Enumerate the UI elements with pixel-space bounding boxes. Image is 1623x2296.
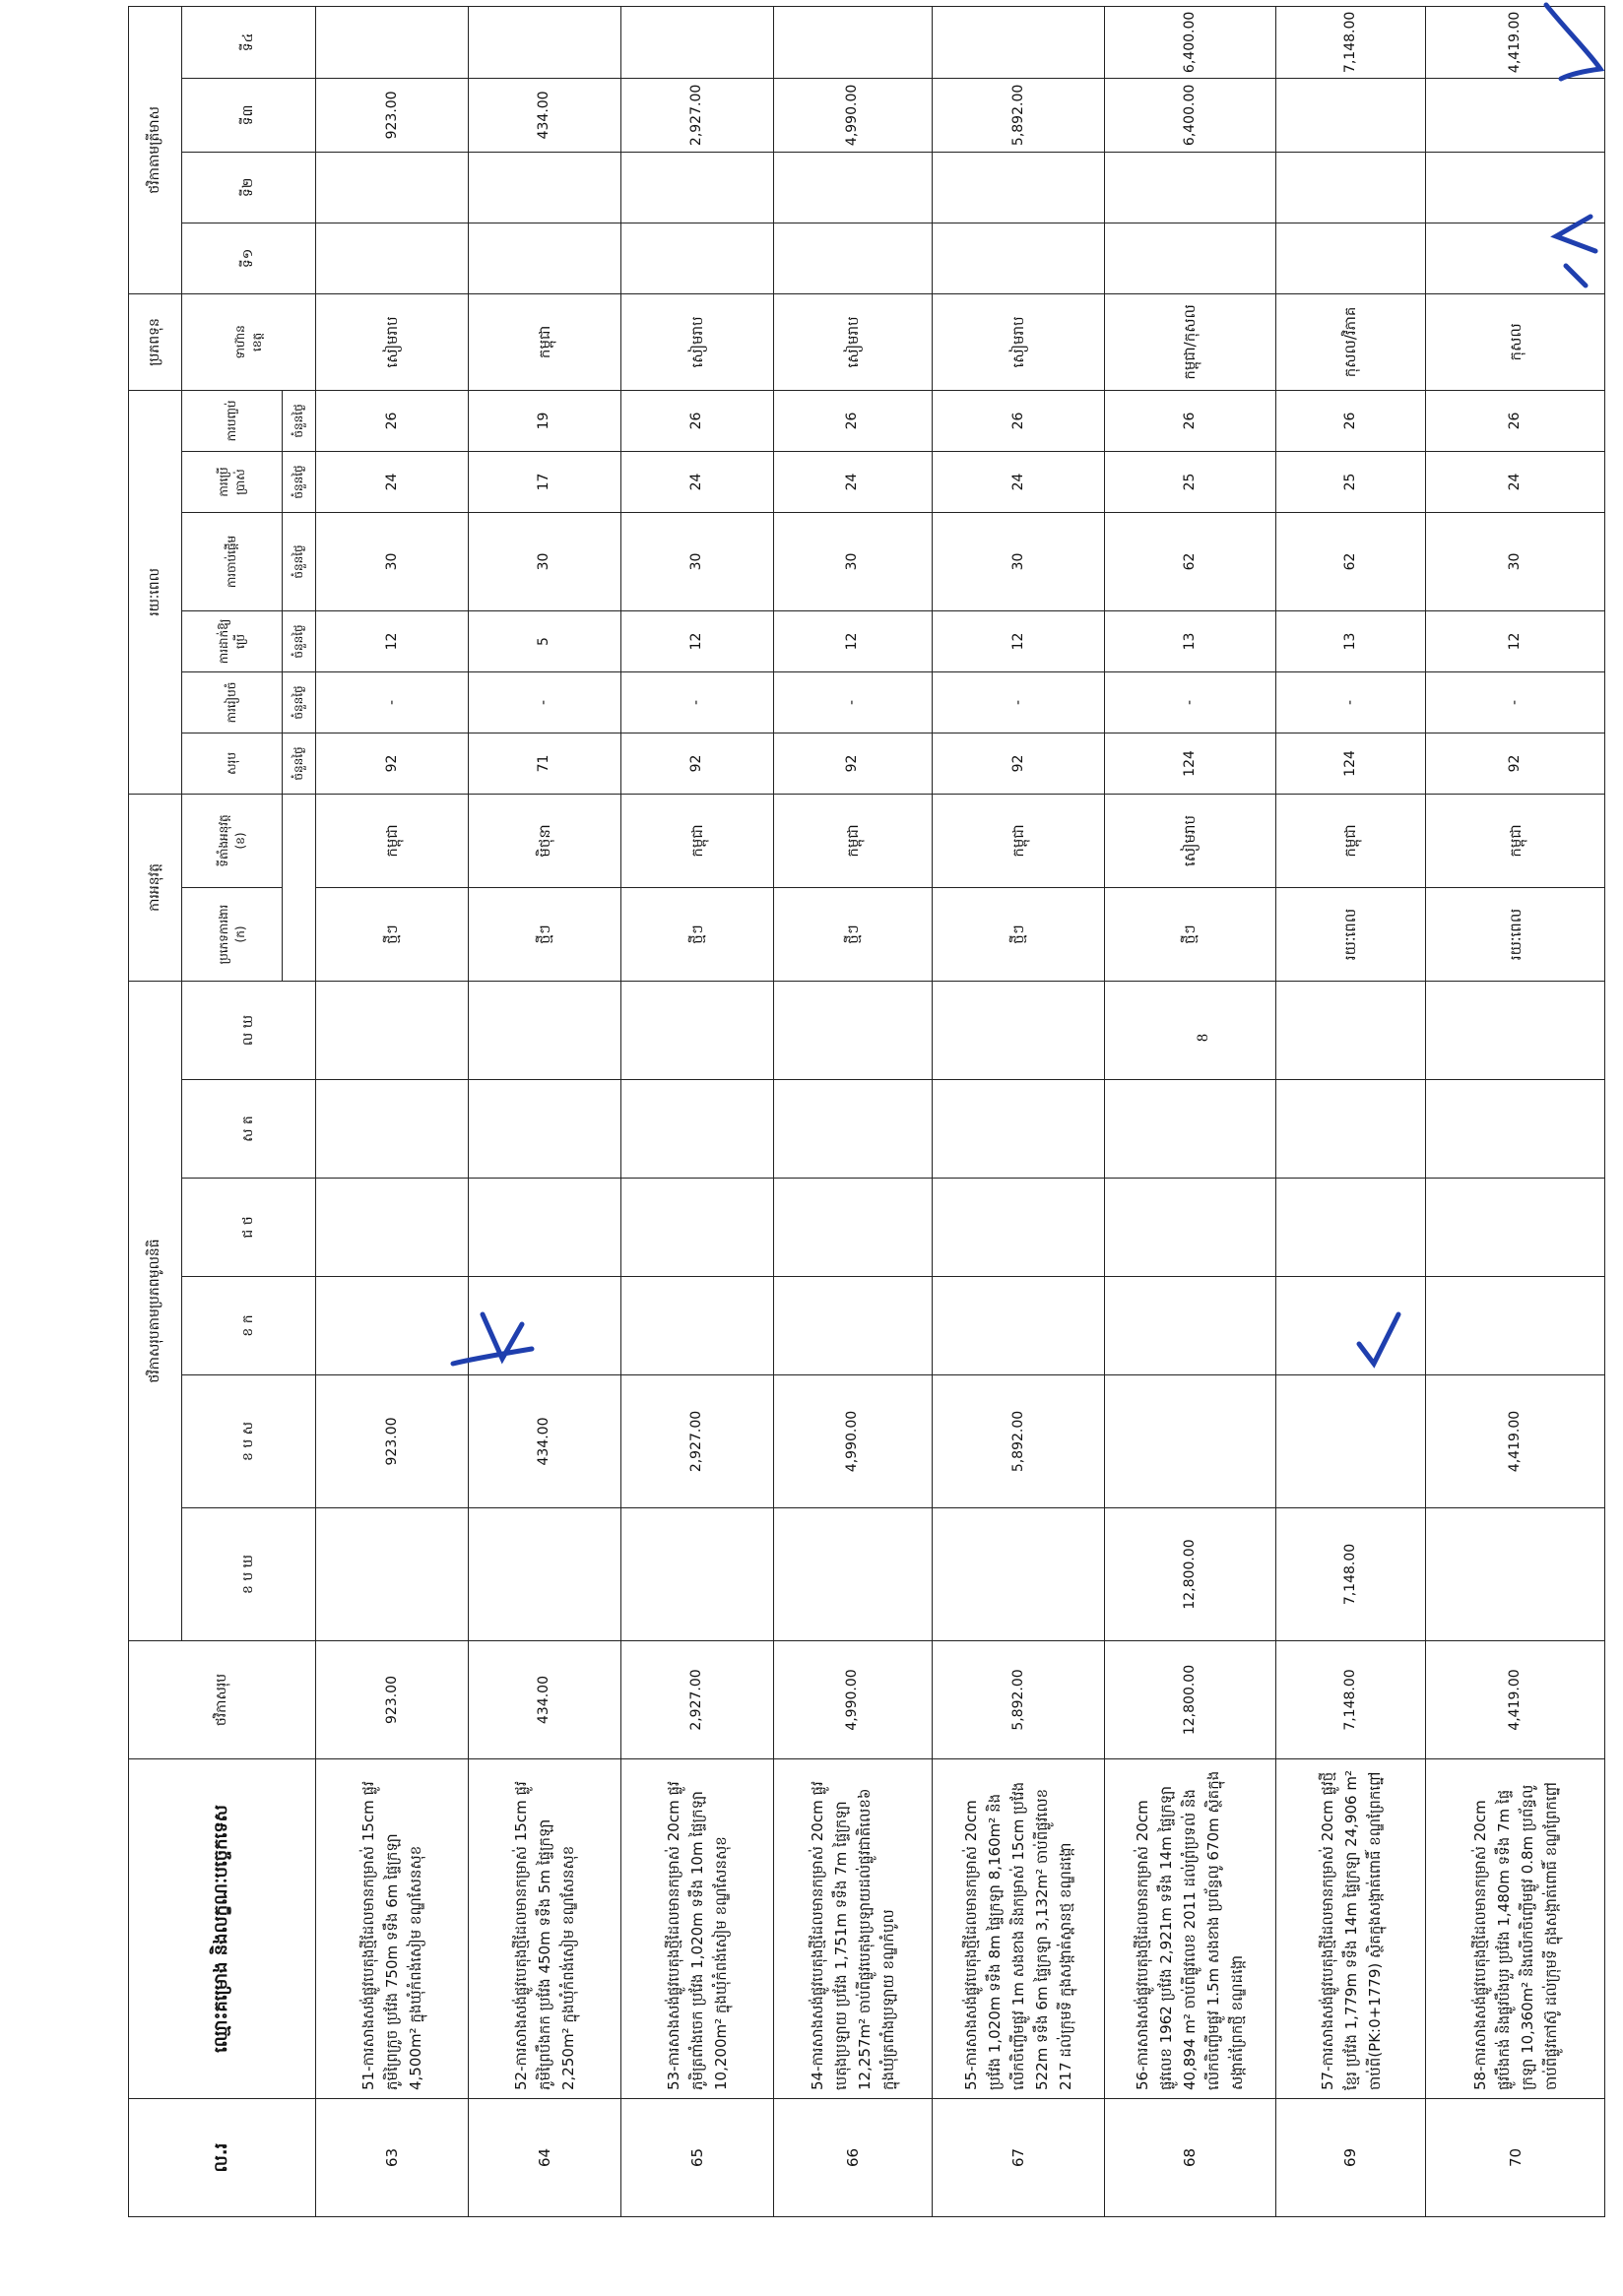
row-budget-4 bbox=[1426, 1179, 1605, 1277]
row-budget-4 bbox=[620, 1179, 773, 1277]
row-q1 bbox=[1105, 223, 1275, 293]
header-period-col-5: ការប្រើប្រាស់ bbox=[182, 451, 283, 512]
row-source: កុសល/វិភាគ bbox=[1275, 293, 1426, 390]
row-budget-3 bbox=[932, 1277, 1104, 1375]
header-source-label: ទាហ៊ាន bbox=[233, 325, 248, 359]
row-period-1: 92 bbox=[316, 733, 469, 794]
row-period-1: 124 bbox=[1105, 733, 1275, 794]
row-source: កុសល bbox=[1426, 293, 1605, 390]
row-budget-4 bbox=[932, 1179, 1104, 1277]
row-period-6: 26 bbox=[1105, 390, 1275, 451]
page-number: 8 bbox=[1195, 1034, 1211, 1042]
rotated-document-page bbox=[128, 11, 1605, 2217]
row-total: 434.00 bbox=[468, 1641, 620, 1759]
table-row bbox=[468, 6, 620, 2216]
row-budget-1 bbox=[468, 1508, 620, 1641]
row-period-5: 25 bbox=[1275, 451, 1426, 512]
row-budget-1 bbox=[932, 1508, 1104, 1641]
row-no: 63 bbox=[316, 2099, 469, 2217]
row-budget-6 bbox=[468, 981, 620, 1079]
row-impl-place: មិថុនា bbox=[468, 794, 620, 887]
row-period-2: - bbox=[932, 671, 1104, 733]
row-period-3: 12 bbox=[932, 610, 1104, 671]
row-total: 7,148.00 bbox=[1275, 1641, 1426, 1759]
table-row bbox=[932, 6, 1104, 2216]
row-budget-2: 5,892.00 bbox=[932, 1375, 1104, 1508]
row-budget-1: 7,148.00 bbox=[1275, 1508, 1426, 1641]
row-impl-place: សៀមរាប bbox=[1105, 794, 1275, 887]
row-budget-1 bbox=[1426, 1508, 1605, 1641]
pen-mark-top bbox=[1536, 0, 1615, 89]
row-budget-2: 4,419.00 bbox=[1426, 1375, 1605, 1508]
row-period-6: 26 bbox=[932, 390, 1104, 451]
row-period-2: - bbox=[620, 671, 773, 733]
row-desc: 54-ការសាងសង់ផ្លូវបេតុងថ្មីដែលមានកម្រាស់ 20cm ផ្លូវបេតុងប្រឡាយ ប្រវែង 1,751m ទទឹង 7m ផ្ទៃក្រឡា 12,257m² ចាប់ពីផ្លូវបេតុងប្រឡាយដល់ផ្លូវជាតិលេខ៦ ក្នុងឃុំត្រពាំងប្រឡាយ ខណ្ឌកំបូល bbox=[773, 1759, 932, 2099]
row-budget-6 bbox=[932, 981, 1104, 1079]
row-period-1: 124 bbox=[1275, 733, 1426, 794]
header-period-unit-5: ចំនួនថ្ងៃ bbox=[283, 451, 316, 512]
row-period-5: 25 bbox=[1105, 451, 1275, 512]
row-budget-4 bbox=[1275, 1179, 1426, 1277]
header-period-col-4: ការចាប់ផ្តើម bbox=[182, 512, 283, 610]
row-impl-place: កម្ពុជា bbox=[1426, 794, 1605, 887]
row-period-4: 62 bbox=[1275, 512, 1426, 610]
row-period-4: 30 bbox=[468, 512, 620, 610]
header-quarter-2: ទី២ bbox=[182, 152, 316, 223]
header-period-col-3: ការដាក់ឱ្យប្រើ bbox=[182, 610, 283, 671]
row-q2 bbox=[468, 152, 620, 223]
header-impl-type-label: ប្រភេទការងារ bbox=[217, 904, 231, 965]
row-q2 bbox=[316, 152, 469, 223]
row-impl-type: ថ្មីៗ bbox=[620, 887, 773, 981]
row-budget-2: 4,990.00 bbox=[773, 1375, 932, 1508]
row-period-4: 30 bbox=[316, 512, 469, 610]
row-budget-6 bbox=[1426, 981, 1605, 1079]
row-period-2: - bbox=[316, 671, 469, 733]
row-impl-type: រយៈពេល bbox=[1275, 887, 1426, 981]
row-q3: 434.00 bbox=[468, 78, 620, 152]
table-row bbox=[620, 6, 773, 2216]
header-impl-group: ការអនុវត្ត bbox=[129, 794, 182, 981]
row-period-4: 30 bbox=[620, 512, 773, 610]
row-impl-place: កម្ពុជា bbox=[1275, 794, 1426, 887]
row-impl-type: ថ្មីៗ bbox=[932, 887, 1104, 981]
row-budget-4 bbox=[468, 1179, 620, 1277]
header-no: ល.រ bbox=[129, 2099, 316, 2217]
row-desc: 55-ការសាងសង់ផ្លូវបេតុងថ្មីដែលមានកម្រាស់ 20cm ប្រវែង 1,020m ទទឹង 8m ផ្ទៃក្រឡា 8,160m² និងលើកចិញ្ចើមផ្លូវ 1m សងខាង និងកម្រាស់ 15cm ប្រវែង 522m ទទឹង 6m ផ្ទៃក្រឡា 3,132m² ចាប់ពីផ្លូវលេខ 217 ដល់ក្រុមទី ក្នុងសង្កាត់ស្ពានថ្ម ខណ្ឌដង្កោ bbox=[932, 1759, 1104, 2099]
row-budget-1 bbox=[620, 1508, 773, 1641]
header-budget-col-5: ស ត bbox=[182, 1080, 316, 1179]
row-q3 bbox=[1426, 78, 1605, 152]
row-budget-2 bbox=[1105, 1375, 1275, 1508]
row-q1 bbox=[773, 223, 932, 293]
row-budget-5 bbox=[620, 1080, 773, 1179]
header-period-unit-1: ចំនួនថ្ងៃ bbox=[283, 733, 316, 794]
row-no: 64 bbox=[468, 2099, 620, 2217]
header-period-col-6: ការបញ្ចប់ bbox=[182, 390, 283, 451]
row-period-5: 17 bbox=[468, 451, 620, 512]
row-desc: 57-ការសាងសង់ផ្លូវបេតុងថ្មីដែលមានកម្រាស់ 20cm ផ្លូវថ្មីខ្មែរ ប្រវែង 1,779m ទទឹង 14m ផ្ទៃក្រឡា 24,906 m² ចាប់ពី(PK:0+1779) ស្ថិតក្នុងសង្កាត់ពោធិ៍ ខណ្ឌព្រែកព្នៅ bbox=[1275, 1759, 1426, 2099]
row-q4: 7,148.00 bbox=[1275, 6, 1426, 78]
header-quarter-group: ថវិកាតាមត្រីមាស bbox=[129, 6, 182, 293]
header-budget-col-1: ខ ប ឃ bbox=[182, 1508, 316, 1641]
table-row bbox=[316, 6, 469, 2216]
row-q3: 6,400.00 bbox=[1105, 78, 1275, 152]
header-budget-group: ថវិកាសរុបតាមប្រភពមូលនិធិ bbox=[129, 981, 182, 1640]
row-desc: 53-ការសាងសង់ផ្លូវបេតុងថ្មីដែលមានកម្រាស់ 20cm ផ្លូវភូមិត្រពាំងចេក ប្រវែង 1,020m ទទឹង 10m ផ្ទៃក្រឡា 10,200m² ក្នុងឃុំកំពង់សៀម ខណ្ឌសែនសុខ bbox=[620, 1759, 773, 2099]
row-q4 bbox=[316, 6, 469, 78]
row-budget-6 bbox=[1105, 981, 1275, 1079]
row-period-3: 12 bbox=[1426, 610, 1605, 671]
row-period-2: - bbox=[468, 671, 620, 733]
row-desc: 58-ការសាងសង់ផ្លូវបេតុងថ្មីដែលមានកម្រាស់ 20cm ផ្លូវបឹងកង់ និងផ្លូវបឹងបួរ ប្រវែង 1,480m ទទឹង 7m ផ្ទៃក្រឡា 10,360m² និងលើកចិញ្ចើមផ្លូវ 0.8m ប្រព័ន្ធលូ ចាប់ពីផ្លូវកៅស៊ូ ដល់ក្រុមទី ក្នុងសង្កាត់ពោធិ៍ ខណ្ឌព្រែកព្នៅ bbox=[1426, 1759, 1605, 2099]
budget-table bbox=[128, 6, 1605, 2217]
row-q1 bbox=[316, 223, 469, 293]
row-q1 bbox=[620, 223, 773, 293]
header-source-group: ប្រភពទុន bbox=[129, 293, 182, 390]
row-budget-6 bbox=[773, 981, 932, 1079]
row-budget-1 bbox=[773, 1508, 932, 1641]
row-budget-2: 923.00 bbox=[316, 1375, 469, 1508]
row-total: 2,927.00 bbox=[620, 1641, 773, 1759]
row-budget-6 bbox=[620, 981, 773, 1079]
header-period-unit-2: ចំនួនថ្ងៃ bbox=[283, 671, 316, 733]
table-row bbox=[1426, 6, 1605, 2216]
row-q2 bbox=[932, 152, 1104, 223]
row-total: 4,990.00 bbox=[773, 1641, 932, 1759]
row-impl-type: ថ្មីៗ bbox=[773, 887, 932, 981]
row-budget-1 bbox=[316, 1508, 469, 1641]
row-q3: 923.00 bbox=[316, 78, 469, 152]
row-budget-6 bbox=[1275, 981, 1426, 1079]
row-period-2: - bbox=[1275, 671, 1426, 733]
header-period-unit-6: ចំនួនថ្ងៃ bbox=[283, 390, 316, 451]
header-source-sub: ខេត្ត bbox=[249, 332, 264, 351]
row-impl-type: ថ្មីៗ bbox=[316, 887, 469, 981]
row-budget-5 bbox=[1275, 1080, 1426, 1179]
row-impl-place: កម្ពុជា bbox=[773, 794, 932, 887]
pen-check-mark bbox=[1349, 1305, 1408, 1383]
row-period-1: 71 bbox=[468, 733, 620, 794]
row-budget-3 bbox=[773, 1277, 932, 1375]
row-period-3: 13 bbox=[1275, 610, 1426, 671]
row-budget-6 bbox=[316, 981, 469, 1079]
row-q3 bbox=[1275, 78, 1426, 152]
row-budget-5 bbox=[1426, 1080, 1605, 1179]
row-q1 bbox=[932, 223, 1104, 293]
row-period-3: 12 bbox=[773, 610, 932, 671]
row-period-3: 13 bbox=[1105, 610, 1275, 671]
row-desc: 51-ការសាងសង់ផ្លូវបេតុងថ្មីដែលមានកម្រាស់ 15cm ផ្លូវភូមិព្រៃក្រូច ប្រវែង 750m ទទឹង 6m ផ្ទៃក្រឡា 4,500m² ក្នុងឃុំកំពង់សៀម ខណ្ឌសែនសុខ bbox=[316, 1759, 469, 2099]
row-budget-4 bbox=[316, 1179, 469, 1277]
header-budget-col-2: ខ ប ស bbox=[182, 1375, 316, 1508]
row-q4 bbox=[932, 6, 1104, 78]
header-budget-col-6: ល ឃ bbox=[182, 981, 316, 1079]
row-impl-place: កម្ពុជា bbox=[316, 794, 469, 887]
row-budget-4 bbox=[773, 1179, 932, 1277]
row-period-5: 24 bbox=[773, 451, 932, 512]
header-project: ឈ្មោះគម្រោង និងលក្ខណៈបច្ចេកទេស bbox=[129, 1759, 316, 2099]
row-total: 4,419.00 bbox=[1426, 1641, 1605, 1759]
header-impl-place bbox=[182, 794, 283, 887]
row-period-2: - bbox=[1105, 671, 1275, 733]
header-period-col-2: ការរៀបចំ bbox=[182, 671, 283, 733]
row-period-3: 12 bbox=[316, 610, 469, 671]
row-q4 bbox=[620, 6, 773, 78]
row-period-4: 62 bbox=[1105, 512, 1275, 610]
pen-initial-mark bbox=[1546, 207, 1605, 295]
row-budget-3 bbox=[620, 1277, 773, 1375]
row-impl-place: កម្ពុជា bbox=[620, 794, 773, 887]
row-source: សៀមរាប bbox=[773, 293, 932, 390]
header-period-unit-4: ចំនួនថ្ងៃ bbox=[283, 512, 316, 610]
row-no: 68 bbox=[1105, 2099, 1275, 2217]
header-impl-place-label: ទីតាំងអនុវត្ត bbox=[217, 814, 231, 867]
row-budget-5 bbox=[932, 1080, 1104, 1179]
header-quarter-4: ទី៤ bbox=[182, 6, 316, 78]
row-budget-1: 12,800.00 bbox=[1105, 1508, 1275, 1641]
row-budget-3 bbox=[1105, 1277, 1275, 1375]
header-budget-col-3: ខ ក bbox=[182, 1277, 316, 1375]
header-impl-blank bbox=[283, 794, 316, 981]
header-period-unit-3: ចំនួនថ្ងៃ bbox=[283, 610, 316, 671]
row-source: សៀមរាប bbox=[620, 293, 773, 390]
header-impl-place-num: (ខ) bbox=[232, 832, 247, 850]
row-period-1: 92 bbox=[932, 733, 1104, 794]
row-budget-3 bbox=[1426, 1277, 1605, 1375]
row-period-2: - bbox=[1426, 671, 1605, 733]
row-no: 69 bbox=[1275, 2099, 1426, 2217]
header-impl-type-num: (ក) bbox=[232, 925, 247, 943]
row-budget-5 bbox=[468, 1080, 620, 1179]
row-q3: 2,927.00 bbox=[620, 78, 773, 152]
row-source: សៀមរាប bbox=[932, 293, 1104, 390]
row-budget-5 bbox=[773, 1080, 932, 1179]
row-period-6: 26 bbox=[1426, 390, 1605, 451]
row-no: 65 bbox=[620, 2099, 773, 2217]
row-q4: 4,419.00 bbox=[1426, 6, 1605, 78]
row-total: 5,892.00 bbox=[932, 1641, 1104, 1759]
header-budget-col-4: ជ ថ bbox=[182, 1179, 316, 1277]
row-impl-type: ថ្មីៗ bbox=[468, 887, 620, 981]
row-period-6: 26 bbox=[316, 390, 469, 451]
row-period-5: 24 bbox=[932, 451, 1104, 512]
row-source: កម្ពុជា/កុសល bbox=[1105, 293, 1275, 390]
table-row bbox=[773, 6, 932, 2216]
row-period-1: 92 bbox=[620, 733, 773, 794]
row-period-6: 19 bbox=[468, 390, 620, 451]
row-period-3: 12 bbox=[620, 610, 773, 671]
header-quarter-3: ទី៣ bbox=[182, 78, 316, 152]
row-desc: 56-ការសាងសង់ផ្លូវបេតុងថ្មីដែលមានកម្រាស់ 20cm ផ្លូវលេខ 1962 ប្រវែង 2,921m ទទឹង 14m ផ្ទៃក្រឡា 40,894 m² ចាប់ពីផ្លូវលេខ 2011 ដល់ព្រំប្រទល់ និងលើកចិញ្ចើមផ្លូវ 1.5m សងខាង ប្រព័ន្ធលូ 670m ស្ថិតក្នុងសង្កាត់ព្រែកថ្មី ខណ្ឌដង្កោ bbox=[1105, 1759, 1275, 2099]
row-no: 70 bbox=[1426, 2099, 1605, 2217]
row-no: 67 bbox=[932, 2099, 1104, 2217]
row-q2 bbox=[620, 152, 773, 223]
row-impl-place: កម្ពុជា bbox=[932, 794, 1104, 887]
row-q3: 4,990.00 bbox=[773, 78, 932, 152]
header-source bbox=[182, 293, 316, 390]
row-period-1: 92 bbox=[773, 733, 932, 794]
header-period-col-1: សរុប bbox=[182, 733, 283, 794]
row-period-4: 30 bbox=[1426, 512, 1605, 610]
row-period-5: 24 bbox=[316, 451, 469, 512]
row-period-3: 5 bbox=[468, 610, 620, 671]
row-q2 bbox=[1105, 152, 1275, 223]
landscape-table-container bbox=[128, 11, 1605, 2217]
table-row bbox=[1275, 6, 1426, 2216]
row-budget-2: 434.00 bbox=[468, 1375, 620, 1508]
row-period-5: 24 bbox=[620, 451, 773, 512]
row-q4: 6,400.00 bbox=[1105, 6, 1275, 78]
row-q4 bbox=[773, 6, 932, 78]
row-q1 bbox=[1275, 223, 1426, 293]
header-quarter-1: ទី១ bbox=[182, 223, 316, 293]
row-period-6: 26 bbox=[620, 390, 773, 451]
row-q2 bbox=[773, 152, 932, 223]
row-q3: 5,892.00 bbox=[932, 78, 1104, 152]
row-no: 66 bbox=[773, 2099, 932, 2217]
row-source: សៀមរាប bbox=[316, 293, 469, 390]
header-period-group: រយៈពេល bbox=[129, 390, 182, 794]
row-budget-2: 2,927.00 bbox=[620, 1375, 773, 1508]
row-budget-2 bbox=[1275, 1375, 1426, 1508]
row-total: 12,800.00 bbox=[1105, 1641, 1275, 1759]
row-period-2: - bbox=[773, 671, 932, 733]
row-budget-4 bbox=[1105, 1179, 1275, 1277]
row-period-5: 24 bbox=[1426, 451, 1605, 512]
row-period-6: 26 bbox=[1275, 390, 1426, 451]
pen-signature-mark bbox=[443, 1305, 542, 1383]
row-source: កម្ពុជា bbox=[468, 293, 620, 390]
row-q2 bbox=[1275, 152, 1426, 223]
row-period-4: 30 bbox=[932, 512, 1104, 610]
row-period-1: 92 bbox=[1426, 733, 1605, 794]
row-impl-type: ថ្មីៗ bbox=[1105, 887, 1275, 981]
row-q1 bbox=[468, 223, 620, 293]
table-row bbox=[1105, 6, 1275, 2216]
header-total: ថវិកាសរុប bbox=[129, 1641, 316, 1759]
row-budget-5 bbox=[1105, 1080, 1275, 1179]
row-budget-5 bbox=[316, 1080, 469, 1179]
header-impl-type bbox=[182, 887, 283, 981]
row-desc: 52-ការសាងសង់ផ្លូវបេតុងថ្មីដែលមានកម្រាស់ 15cm ផ្លូវភូមិព្រៃបឹងកក ប្រវែង 450m ទទឹង 5m ផ្ទៃក្រឡា 2,250m² ក្នុងឃុំកំពង់សៀម ខណ្ឌសែនសុខ bbox=[468, 1759, 620, 2099]
row-period-4: 30 bbox=[773, 512, 932, 610]
row-period-6: 26 bbox=[773, 390, 932, 451]
row-impl-type: រយៈពេល bbox=[1426, 887, 1605, 981]
row-total: 923.00 bbox=[316, 1641, 469, 1759]
row-q4 bbox=[468, 6, 620, 78]
